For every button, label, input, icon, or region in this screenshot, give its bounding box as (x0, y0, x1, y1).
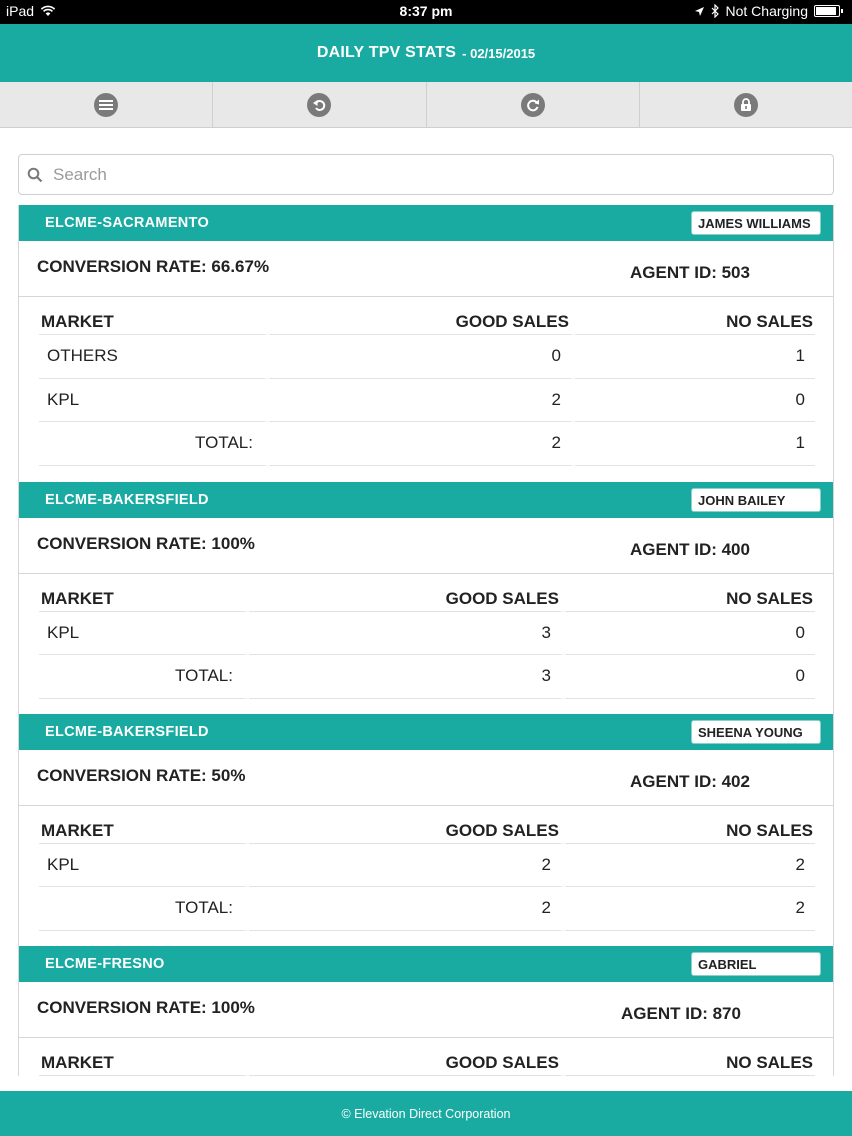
app-header (0, 24, 852, 82)
agent-card (18, 714, 834, 946)
agent-id: AGENT ID: 402 (630, 771, 750, 791)
agent-name-badge: JAMES WILLIAMS (691, 211, 821, 235)
card-summary (19, 241, 833, 297)
footer-copyright: © Elevation Direct Corporation (341, 1106, 511, 1121)
col-good-sales: GOOD SALES (249, 814, 565, 844)
sales-table (39, 305, 815, 466)
conversion-rate: CONVERSION RATE: 100% (37, 533, 255, 553)
agent-stats-list (18, 205, 834, 1091)
agent-name-badge: JOHN BAILEY (691, 488, 821, 512)
location-arrow-icon (694, 6, 705, 17)
total-row (39, 422, 815, 466)
col-market: MARKET (39, 305, 269, 335)
agent-card (18, 482, 834, 714)
total-no-sales: 2 (565, 887, 815, 931)
status-bar (0, 0, 852, 24)
search-input[interactable] (53, 165, 813, 185)
total-good-sales: 3 (249, 655, 565, 699)
col-no-sales: NO SALES (575, 305, 815, 335)
total-label: TOTAL: (39, 887, 249, 931)
conversion-rate: CONVERSION RATE: 66.67% (37, 257, 270, 276)
total-good-sales: 2 (249, 887, 565, 931)
no-sales-cell: 2 (565, 844, 815, 888)
menu-button[interactable] (0, 82, 213, 127)
refresh-icon (521, 93, 545, 117)
card-header (19, 205, 833, 241)
sales-table (39, 1046, 815, 1076)
table-row (39, 844, 815, 888)
office-name: ELCME-SACRAMENTO (45, 215, 210, 231)
card-summary (19, 982, 833, 1038)
no-sales-cell: 1 (575, 335, 815, 379)
agent-card (18, 205, 834, 482)
total-no-sales: 1 (575, 422, 815, 466)
col-good-sales: GOOD SALES (249, 1046, 565, 1076)
total-no-sales: 0 (565, 655, 815, 699)
undo-icon (307, 93, 331, 117)
undo-button[interactable] (213, 82, 426, 127)
conversion-rate: CONVERSION RATE: 100% (37, 997, 255, 1017)
col-good-sales: GOOD SALES (269, 305, 575, 335)
good-sales-cell: 0 (269, 335, 575, 379)
device-name: iPad (6, 3, 35, 19)
refresh-button[interactable] (427, 82, 640, 127)
good-sales-cell: 3 (249, 612, 565, 656)
col-market: MARKET (39, 814, 249, 844)
total-label: TOTAL: (39, 422, 269, 466)
table-header-row (39, 1046, 815, 1076)
lock-button[interactable] (640, 82, 852, 127)
col-no-sales: NO SALES (565, 814, 815, 844)
no-sales-cell: 0 (565, 612, 815, 656)
card-summary (19, 518, 833, 574)
col-market: MARKET (39, 582, 249, 612)
sales-table (39, 582, 815, 699)
good-sales-cell: 2 (269, 379, 575, 423)
battery-icon (814, 5, 840, 17)
search-icon (27, 167, 43, 183)
card-header (19, 482, 833, 518)
table-row (39, 612, 815, 656)
status-bar-right (694, 3, 841, 19)
agent-name-badge: GABRIEL (691, 952, 821, 976)
table-row (39, 335, 815, 379)
agent-id: AGENT ID: 503 (630, 263, 750, 282)
col-good-sales: GOOD SALES (249, 582, 565, 612)
market-cell: KPL (39, 379, 269, 423)
card-summary (19, 750, 833, 806)
agent-card (18, 946, 834, 1076)
footer (0, 1091, 852, 1136)
search-box[interactable] (18, 154, 834, 195)
no-sales-cell: 0 (575, 379, 815, 423)
total-good-sales: 2 (269, 422, 575, 466)
office-name: ELCME-BAKERSFIELD (45, 723, 209, 740)
menu-icon (94, 93, 118, 117)
agent-id: AGENT ID: 870 (621, 1003, 741, 1023)
col-no-sales: NO SALES (565, 1046, 815, 1076)
toolbar (0, 82, 852, 128)
market-cell: KPL (39, 612, 249, 656)
page-date: - 02/15/2015 (462, 45, 536, 61)
col-no-sales: NO SALES (565, 582, 815, 612)
total-label: TOTAL: (39, 655, 249, 699)
lock-icon (734, 93, 758, 117)
office-name: ELCME-BAKERSFIELD (45, 491, 209, 508)
agent-name-badge: SHEENA YOUNG (691, 720, 821, 744)
card-header (19, 946, 833, 982)
total-row (39, 655, 815, 699)
agent-id: AGENT ID: 400 (630, 539, 750, 559)
status-time: 8:37 pm (399, 3, 453, 19)
sales-table (39, 814, 815, 931)
table-header-row (39, 582, 815, 612)
conversion-rate: CONVERSION RATE: 50% (37, 765, 246, 785)
card-header (19, 714, 833, 750)
page-title: DAILY TPV STATS (316, 44, 457, 61)
market-cell: OTHERS (39, 335, 269, 379)
bluetooth-icon (711, 4, 720, 18)
table-header-row (39, 814, 815, 844)
good-sales-cell: 2 (249, 844, 565, 888)
table-row (39, 379, 815, 423)
office-name: ELCME-FRESNO (45, 955, 165, 972)
total-row (39, 887, 815, 931)
charging-status: Not Charging (725, 3, 808, 19)
market-cell: KPL (39, 844, 249, 888)
table-header-row (39, 305, 815, 335)
col-market: MARKET (39, 1046, 249, 1076)
